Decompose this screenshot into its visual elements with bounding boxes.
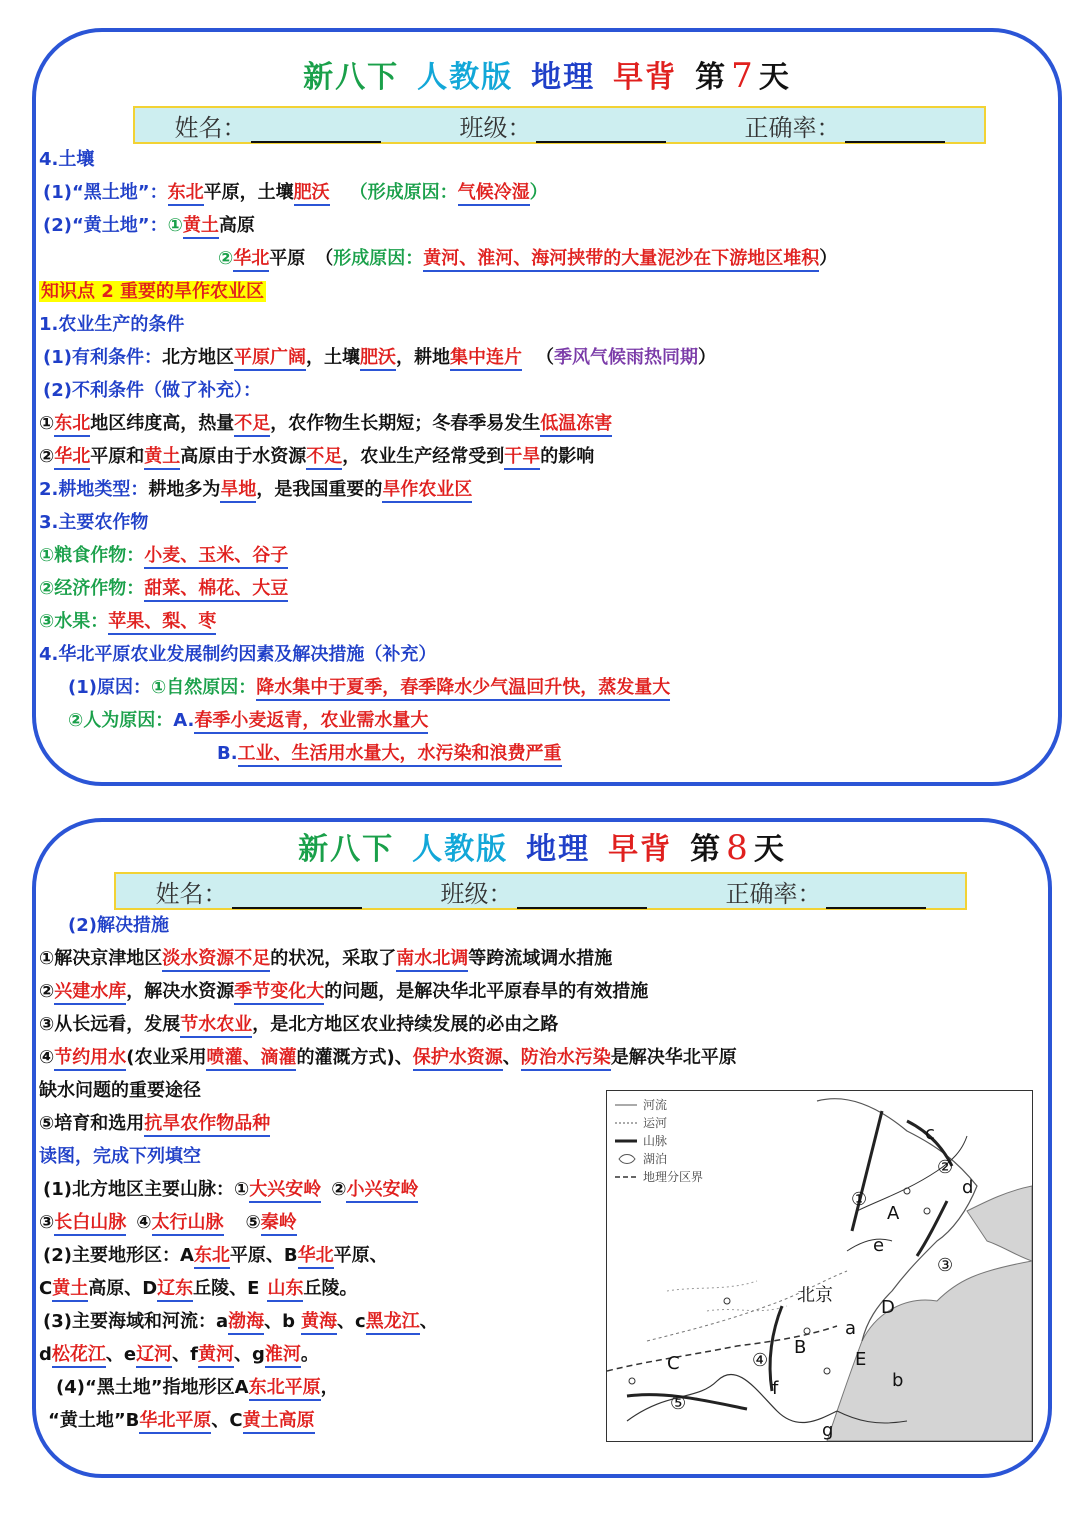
province-border (647, 1271, 847, 1341)
city-marker (924, 1208, 930, 1214)
svg-text:湖泊: 湖泊 (643, 1152, 668, 1166)
title-tian: 天 (758, 60, 791, 95)
class-field[interactable]: 班级： (441, 874, 647, 909)
class-field[interactable]: 班级： (460, 108, 666, 143)
measure-1-line: ①解决京津地区淡水资源不足的状况，采取了南水北调等跨流域调水措施 (39, 947, 612, 971)
title-morning: 早背 (613, 60, 678, 95)
yellow-river (627, 1374, 837, 1422)
map-svg (607, 1091, 1032, 1441)
title-edition: 人教版 (417, 60, 514, 95)
title-day-number: 7 (731, 56, 755, 96)
accuracy-field[interactable]: 正确率： (726, 874, 926, 909)
label-circle-1: ① (851, 1189, 868, 1210)
mountains-line-2: ③长白山脉 ④太行山脉 ⑤秦岭 (39, 1211, 297, 1235)
accuracy-field[interactable]: 正确率： (745, 108, 945, 143)
favorable-conditions-line: (1)有利条件：北方地区平原广阔，土壤肥沃，耕地集中连片 （季风气候雨热同期） (43, 346, 716, 370)
fruits-line: ③水果：苹果、梨、枣 (39, 610, 216, 634)
seas-rivers-line-2: d松花江、e辽河、f黄河、g淮河。 (39, 1343, 319, 1367)
name-field[interactable]: 姓名： (156, 874, 362, 909)
label-B: B (794, 1337, 807, 1358)
label-g: g (822, 1420, 834, 1441)
svg-text:运河: 运河 (643, 1116, 668, 1130)
name-bar (114, 872, 967, 910)
title-edition: 人教版 (412, 832, 509, 867)
measure-4-cont-line: 缺水问题的重要途径 (39, 1080, 201, 1101)
measure-3-line: ③从长远看，发展节水农业，是北方地区农业持续发展的必由之路 (39, 1013, 558, 1037)
northeast-condition-line: ①东北地区纬度高，热量不足，农作物生长期短；冬春季易发生低温冻害 (39, 412, 612, 436)
soil-heading: 4.土壤 (39, 149, 95, 170)
svg-text:河流: 河流 (643, 1098, 668, 1112)
unfavorable-conditions-heading: (2)不利条件（做了补充）： (43, 380, 261, 401)
city-marker (824, 1368, 830, 1374)
name-field[interactable]: 姓名： (175, 108, 381, 143)
yellow-soil-answer-line: “黄土地”B华北平原、C黄土高原 (48, 1409, 315, 1433)
constraints-heading: 4.华北平原农业发展制约因素及解决措施（补充） (39, 644, 437, 665)
mountains-line: (1)北方地区主要山脉：①大兴安岭 ②小兴安岭 (43, 1178, 418, 1202)
natural-causes-line: (1)原因：①自然原因：降水集中于夏季，春季降水少气温回升快，蒸发量大 (68, 676, 670, 700)
north-china-plain-line: ②华北平原 （形成原因：黄河、淮河、海河挟带的大量泥沙在下游地区堆积） (218, 247, 837, 271)
measure-2-line: ②兴建水库，解决水资源季节变化大的问题，是解决华北平原春旱的有效措施 (39, 980, 648, 1004)
title-di: 第 (690, 832, 723, 867)
knowledge-point-2: 知识点 2 重要的旱作农业区 (41, 281, 265, 302)
label-a: a (845, 1318, 857, 1339)
city-marker (629, 1378, 635, 1384)
measure-5-line: ⑤培育和选用抗旱农作物品种 (39, 1112, 270, 1136)
beijing-label: 北京 (797, 1285, 833, 1306)
human-causes-b-line: B.工业、生活用水量大，水污染和浪费严重 (217, 742, 562, 766)
north-china-condition-line: ②华北平原和黄土高原由于水资源不足，农业生产经常受到干旱的影响 (39, 445, 594, 469)
day8-card (32, 818, 1052, 1478)
minor-borders (667, 1281, 787, 1311)
svg-text:山脉: 山脉 (643, 1134, 668, 1148)
read-map-heading: 读图，完成下列填空 (39, 1146, 201, 1167)
title-subject: 地理 (526, 832, 591, 867)
mountain-range-5 (627, 1395, 747, 1409)
landforms-line-2: C黄土高原、D辽东丘陵、E 山东丘陵。 (39, 1277, 357, 1301)
landforms-line: (2)主要地形区：A东北平原、B华北平原、 (43, 1244, 388, 1268)
korea-sea-area (967, 1186, 1032, 1261)
title-day-number: 8 (726, 828, 750, 868)
northern-region-map (606, 1090, 1033, 1442)
day7-card (32, 28, 1062, 786)
title-grade: 新八下 (303, 60, 400, 95)
title-grade: 新八下 (298, 832, 395, 867)
label-circle-4: ④ (752, 1350, 769, 1371)
label-b: b (892, 1370, 904, 1391)
liao-river (847, 1239, 892, 1251)
label-E: E (855, 1349, 867, 1370)
yellow-soil-line: (2)“黄土地”：①黄土高原 (43, 214, 255, 238)
label-C: C (667, 1353, 680, 1374)
day8-title (36, 824, 1048, 868)
farmland-type-line: 2.耕地类型：耕地多为旱地，是我国重要的旱作农业区 (39, 478, 472, 502)
measures-heading: (2)解决措施 (68, 915, 169, 936)
city-marker (804, 1328, 810, 1334)
mountain-range-3 (917, 1201, 947, 1256)
title-di: 第 (695, 60, 728, 95)
label-circle-5: ⑤ (670, 1393, 687, 1414)
label-d: d (962, 1177, 974, 1198)
human-causes-line: ②人为原因：A.春季小麦返青，农业需水量大 (68, 709, 428, 733)
label-c: c (925, 1123, 935, 1144)
label-D: D (881, 1297, 895, 1318)
label-circle-3: ③ (937, 1255, 954, 1276)
name-bar (133, 106, 986, 144)
title-tian: 天 (753, 832, 786, 867)
measure-4-line: ④节约用水(农业采用喷灌、滴灌的灌溉方式)、保护水资源、防治水污染是解决华北平原 (39, 1046, 737, 1070)
title-morning: 早背 (608, 832, 673, 867)
title-subject: 地理 (531, 60, 596, 95)
day7-title (36, 52, 1058, 96)
label-A: A (887, 1203, 900, 1224)
cash-crops-line: ②经济作物：甜菜、棉花、大豆 (39, 577, 288, 601)
city-marker (724, 1298, 730, 1304)
grain-crops-line: ①粮食作物：小麦、玉米、谷子 (39, 544, 288, 568)
map-legend (615, 1097, 703, 1184)
label-circle-2: ② (937, 1157, 954, 1178)
label-e: e (873, 1235, 885, 1256)
seas-rivers-line: (3)主要海域和河流：a渤海、b 黄海、c黑龙江、 (43, 1310, 438, 1334)
mountain-range-1 (852, 1111, 882, 1231)
agri-conditions-heading: 1.农业生产的条件 (39, 314, 185, 335)
svg-text:地理分区界: 地理分区界 (643, 1170, 704, 1184)
city-marker (904, 1188, 910, 1194)
black-soil-line: (1)“黑土地”：东北平原，土壤肥沃 （形成原因：气候冷湿） (43, 181, 548, 205)
label-f: f (772, 1378, 779, 1399)
black-soil-answer-line: (4)“黑土地”指地形区A东北平原， (56, 1376, 339, 1400)
main-crops-heading: 3.主要农作物 (39, 512, 149, 533)
